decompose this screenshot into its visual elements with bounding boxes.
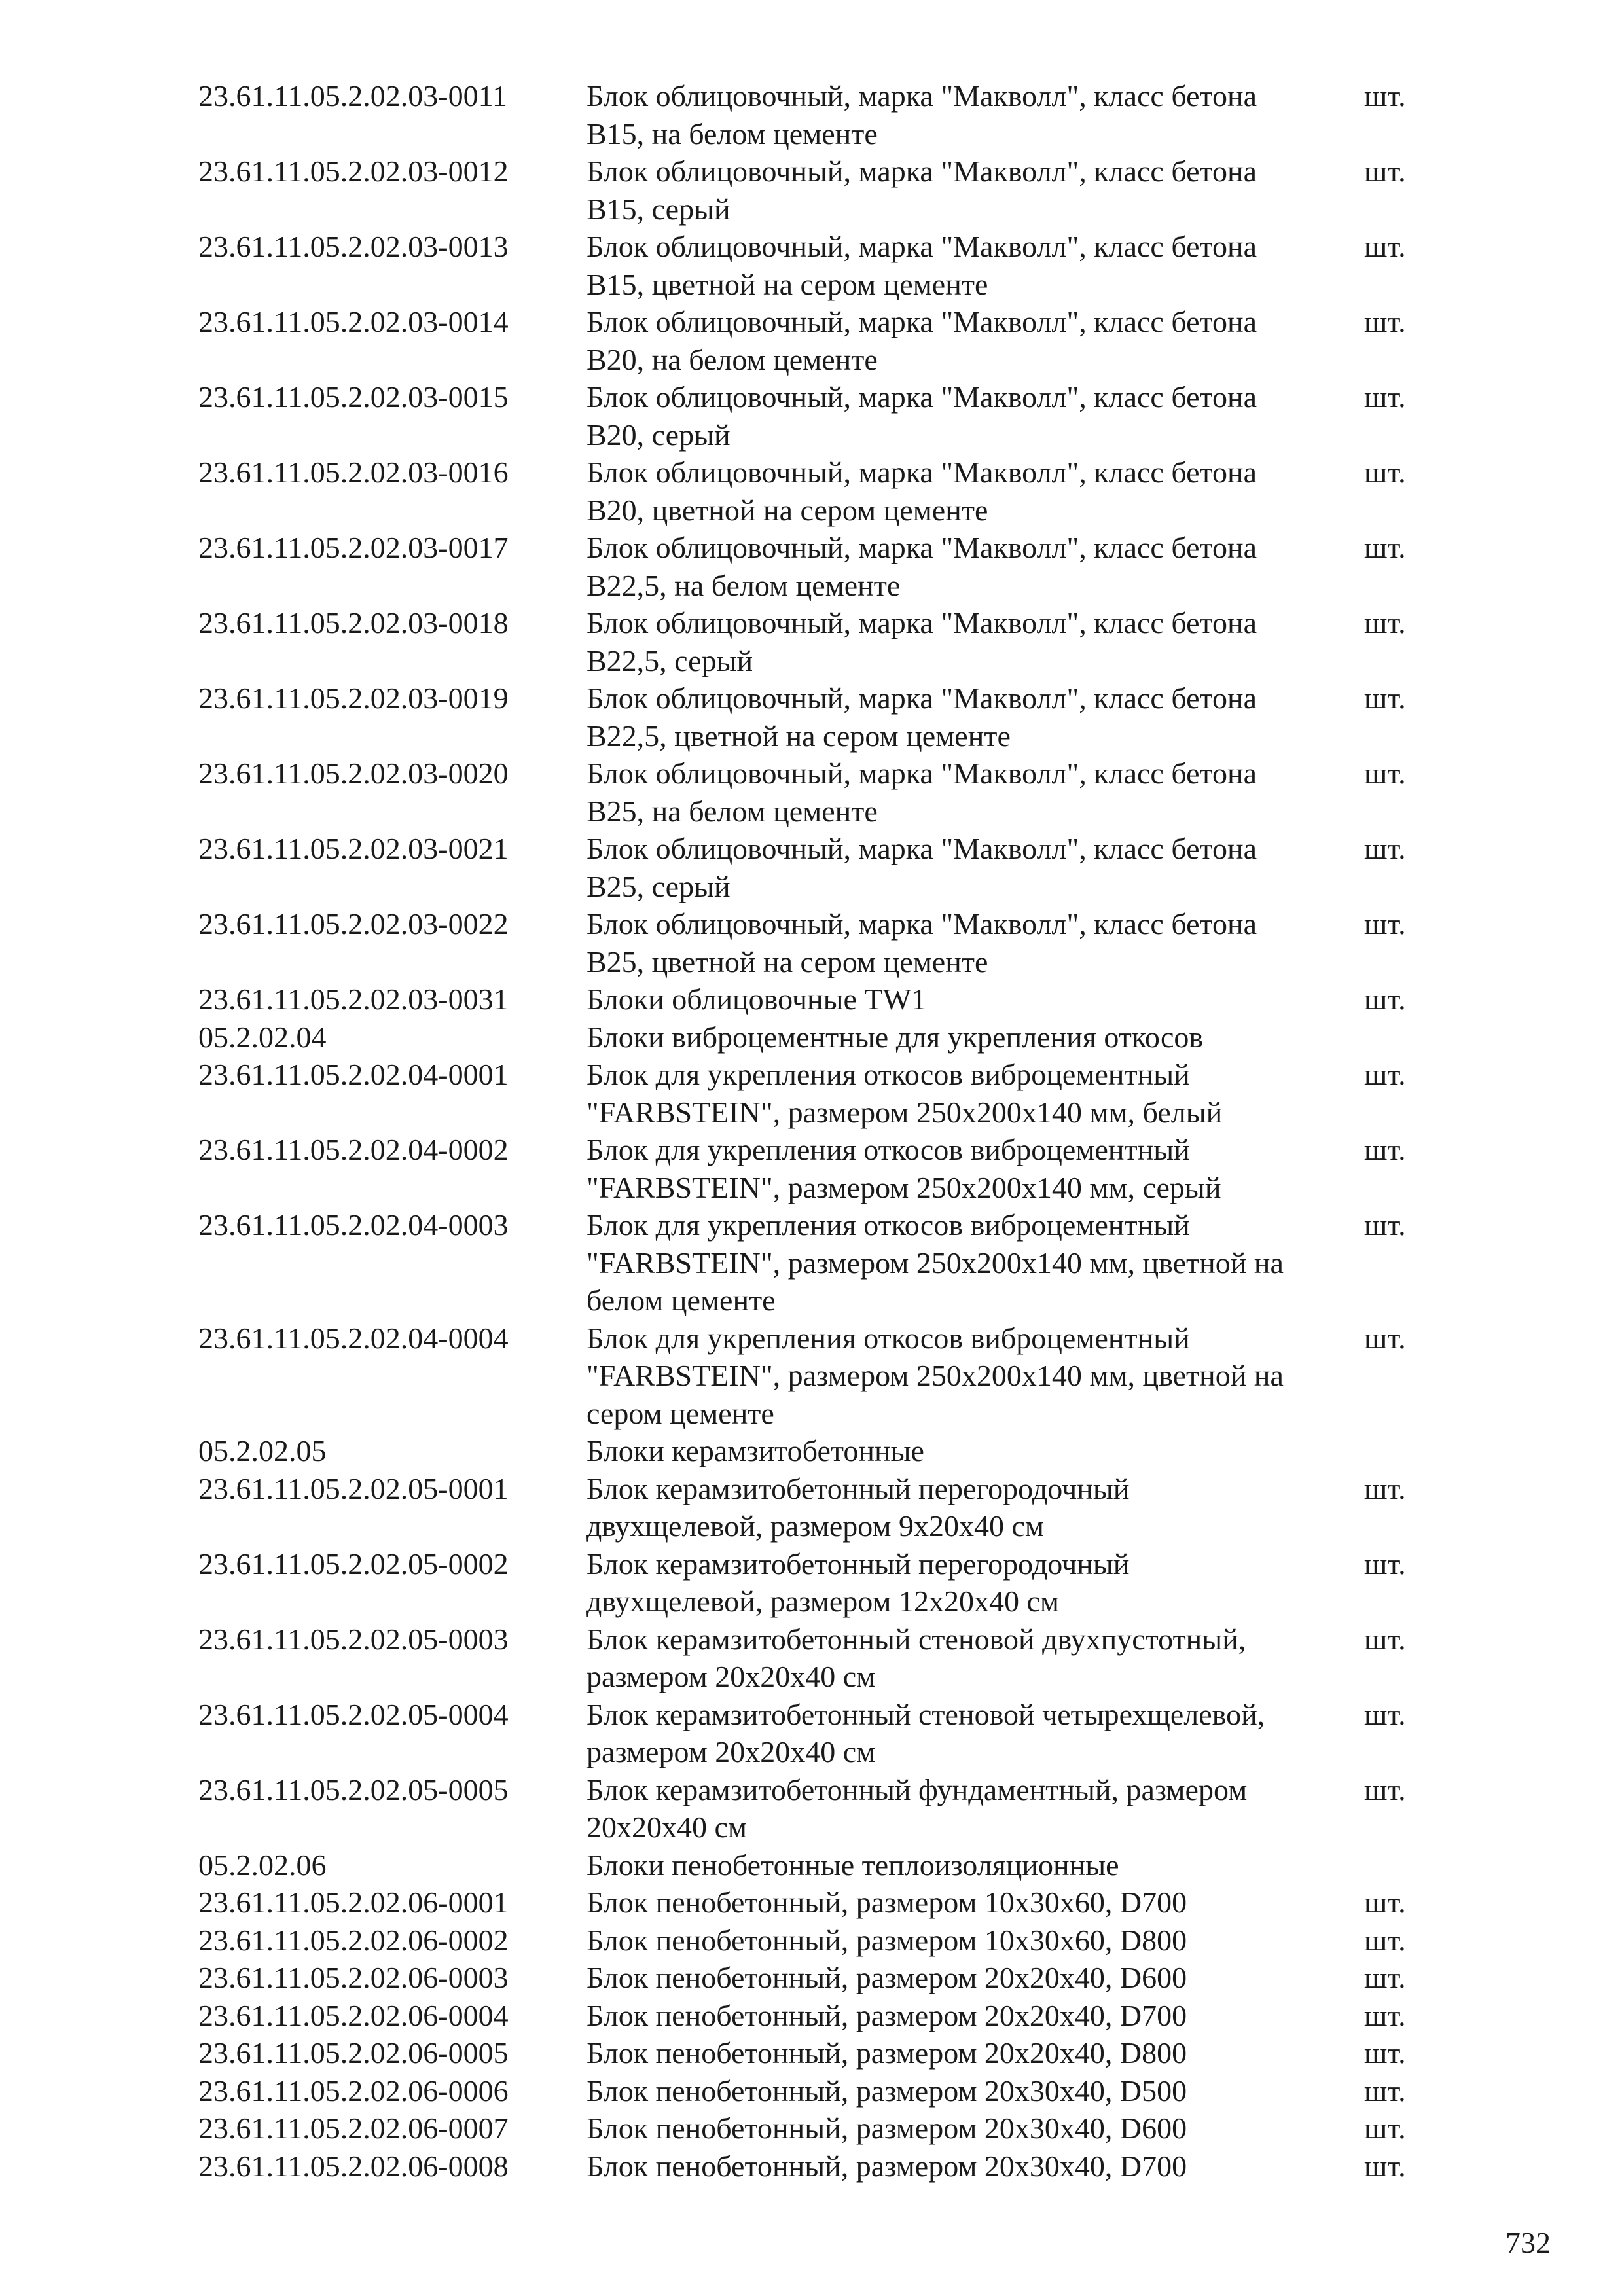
- resource-code: 23.61.11.05.2.02.03-0013: [198, 230, 509, 263]
- resource-code: 23.61.11.05.2.02.06-0002: [198, 1923, 509, 1957]
- resource-unit: шт.: [1364, 456, 1406, 489]
- resource-unit: шт.: [1364, 79, 1406, 113]
- resource-unit: шт.: [1364, 606, 1406, 639]
- resource-unit: шт.: [1364, 2149, 1406, 2183]
- resource-unit: шт.: [1364, 1133, 1406, 1166]
- resource-name: Блок облицовочный, марка "Макволл", класс бетона В25, на белом цементе: [586, 757, 1257, 828]
- table-row: [0, 1696, 1624, 1771]
- table-row: [0, 1922, 1624, 1960]
- resource-code: 23.61.11.05.2.02.03-0017: [198, 531, 509, 564]
- resource-code: 23.61.11.05.2.02.04-0004: [198, 1321, 509, 1355]
- resource-unit: шт.: [1364, 1772, 1406, 1806]
- table-row: [0, 2109, 1624, 2147]
- table-row: [0, 1997, 1624, 2035]
- resource-code: 23.61.11.05.2.02.03-0021: [198, 832, 509, 865]
- resource-name: Блок облицовочный, марка "Макволл", класс бетона В22,5, серый: [586, 606, 1257, 677]
- resource-unit: шт.: [1364, 1208, 1406, 1242]
- resource-code: 23.61.11.05.2.02.03-0020: [198, 757, 509, 790]
- table-row: [0, 830, 1624, 905]
- resource-code: 23.61.11.05.2.02.03-0019: [198, 681, 509, 715]
- table-row: [0, 1621, 1624, 1696]
- resource-name: Блок облицовочный, марка "Макволл", класс бетона В25, цветной на сером цементе: [586, 907, 1257, 978]
- resource-name: Блок пенобетонный, размером 20x20x40, D600: [586, 1961, 1187, 1994]
- resource-code: 23.61.11.05.2.02.05-0003: [198, 1622, 509, 1656]
- resource-code: 23.61.11.05.2.02.03-0022: [198, 907, 509, 941]
- resource-unit: шт.: [1364, 982, 1406, 1016]
- resource-name: Блок керамзитобетонный стеновой четырехщелевой, размером 20x20x40 см: [586, 1697, 1265, 1768]
- resource-unit: шт.: [1364, 1961, 1406, 1994]
- resource-name: Блок для укрепления откосов виброцементный "FARBSTEIN", размером 250x200x140 мм, цветной на белом цементе: [586, 1208, 1284, 1317]
- resource-code: 23.61.11.05.2.02.03-0018: [198, 606, 509, 639]
- resource-unit: шт.: [1364, 832, 1406, 865]
- resource-unit: шт.: [1364, 154, 1406, 188]
- table-row: [0, 1056, 1624, 1131]
- table-row: [0, 1771, 1624, 1846]
- resource-code: 23.61.11.05.2.02.05-0004: [198, 1697, 509, 1731]
- resource-code: 23.61.11.05.2.02.06-0007: [198, 2111, 509, 2145]
- resource-unit: шт.: [1364, 1998, 1406, 2032]
- resource-code: 23.61.11.05.2.02.03-0011: [198, 79, 507, 113]
- resource-code: 05.2.02.05: [198, 1434, 327, 1467]
- resource-code: 23.61.11.05.2.02.03-0016: [198, 456, 509, 489]
- resource-name: Блок облицовочный, марка "Макволл", класс бетона В15, цветной на сером цементе: [586, 230, 1257, 301]
- resource-unit: шт.: [1364, 531, 1406, 564]
- resource-name: Блок для укрепления откосов виброцементный "FARBSTEIN", размером 250x200x140 мм, цветной на сером цементе: [586, 1321, 1284, 1430]
- resource-unit: шт.: [1364, 1547, 1406, 1581]
- resource-name: Блок облицовочный, марка "Макволл", класс бетона В20, на белом цементе: [586, 305, 1257, 376]
- resource-name: Блок облицовочный, марка "Макволл", класс бетона В20, цветной на сером цементе: [586, 456, 1257, 527]
- resource-name: Блок пенобетонный, размером 10x30x60, D800: [586, 1923, 1187, 1957]
- resource-unit: шт.: [1364, 1697, 1406, 1731]
- table-row: [0, 1319, 1624, 1433]
- table-row: [0, 2072, 1624, 2110]
- section-heading-row: [0, 1846, 1624, 1884]
- resource-name: Блок пенобетонный, размером 20x20x40, D700: [586, 1998, 1187, 2032]
- resource-name: Блоки пенобетонные теплоизоляционные: [586, 1848, 1119, 1882]
- table-row: [0, 454, 1624, 529]
- resource-unit: шт.: [1364, 907, 1406, 941]
- resource-code: 23.61.11.05.2.02.03-0014: [198, 305, 509, 338]
- resource-code: 23.61.11.05.2.02.05-0005: [198, 1772, 509, 1806]
- table-row: [0, 604, 1624, 679]
- resource-code: 23.61.11.05.2.02.03-0012: [198, 154, 509, 188]
- table-row: [0, 529, 1624, 604]
- table-row: [0, 755, 1624, 830]
- table-row: [0, 980, 1624, 1018]
- table-row: [0, 378, 1624, 454]
- resource-name: Блок пенобетонный, размером 20x30x40, D600: [586, 2111, 1187, 2145]
- resource-unit: шт.: [1364, 230, 1406, 263]
- resource-name: Блок пенобетонный, размером 20x30x40, D500: [586, 2073, 1187, 2108]
- resource-name: Блок для укрепления откосов виброцементный "FARBSTEIN", размером 250x200x140 мм, белый: [586, 1058, 1223, 1129]
- resource-unit: шт.: [1364, 380, 1406, 414]
- resource-name: Блок облицовочный, марка "Макволл", класс бетона В22,5, цветной на сером цементе: [586, 681, 1257, 753]
- resource-code: 23.61.11.05.2.02.03-0015: [198, 380, 509, 414]
- resource-name: Блок облицовочный, марка "Макволл", класс бетона В15, серый: [586, 154, 1257, 226]
- resource-unit: шт.: [1364, 1622, 1406, 1656]
- resource-unit: шт.: [1364, 2073, 1406, 2108]
- section-heading-row: [0, 1018, 1624, 1056]
- resource-code: 05.2.02.04: [198, 1020, 327, 1054]
- resource-name: Блок облицовочный, марка "Макволл", класс бетона В15, на белом цементе: [586, 79, 1257, 151]
- resource-code: 23.61.11.05.2.02.06-0008: [198, 2149, 509, 2183]
- table-row: [0, 77, 1624, 152]
- resource-unit: шт.: [1364, 1321, 1406, 1355]
- resource-unit: шт.: [1364, 1471, 1406, 1505]
- resource-name: Блок для укрепления откосов виброцементный "FARBSTEIN", размером 250x200x140 мм, серый: [586, 1133, 1221, 1204]
- resource-code: 23.61.11.05.2.02.04-0002: [198, 1133, 509, 1166]
- resource-unit: шт.: [1364, 2111, 1406, 2145]
- resource-name: Блоки облицовочные TW1: [586, 982, 926, 1016]
- table-row: [0, 905, 1624, 980]
- resource-code: 23.61.11.05.2.02.05-0002: [198, 1547, 509, 1581]
- resource-unit: шт.: [1364, 1886, 1406, 1919]
- table-row: [0, 2034, 1624, 2072]
- resource-code: 23.61.11.05.2.02.04-0001: [198, 1058, 509, 1091]
- resource-name: Блоки керамзитобетонные: [586, 1434, 924, 1467]
- resource-code: 23.61.11.05.2.02.06-0004: [198, 1998, 509, 2032]
- table-row: [0, 1959, 1624, 1997]
- resource-name: Блок пенобетонный, размером 20x30x40, D700: [586, 2149, 1187, 2183]
- table-row: [0, 1131, 1624, 1206]
- resource-code: 23.61.11.05.2.02.03-0031: [198, 982, 509, 1016]
- table-row: [0, 228, 1624, 303]
- resource-name: Блок облицовочный, марка "Макволл", класс бетона В25, серый: [586, 832, 1257, 903]
- table-row: [0, 1470, 1624, 1545]
- resource-table: [0, 77, 1624, 2185]
- resource-code: 23.61.11.05.2.02.06-0005: [198, 2036, 509, 2070]
- table-row: [0, 1206, 1624, 1319]
- resource-unit: шт.: [1364, 2036, 1406, 2070]
- resource-code: 23.61.11.05.2.02.05-0001: [198, 1471, 509, 1505]
- table-row: [0, 1545, 1624, 1621]
- resource-name: Блоки виброцементные для укрепления откосов: [586, 1020, 1204, 1054]
- resource-name: Блок керамзитобетонный фундаментный, размером 20x20x40 см: [586, 1772, 1248, 1844]
- resource-name: Блок пенобетонный, размером 10x30x60, D700: [586, 1886, 1187, 1919]
- table-row: [0, 1884, 1624, 1922]
- page-number: 732: [1506, 2226, 1551, 2259]
- resource-code: 23.61.11.05.2.02.04-0003: [198, 1208, 509, 1242]
- table-row: [0, 303, 1624, 378]
- resource-code: 23.61.11.05.2.02.06-0001: [198, 1886, 509, 1919]
- resource-unit: шт.: [1364, 1923, 1406, 1957]
- resource-code: 23.61.11.05.2.02.06-0003: [198, 1961, 509, 1994]
- table-row: [0, 152, 1624, 228]
- resource-name: Блок облицовочный, марка "Макволл", класс бетона В22,5, на белом цементе: [586, 531, 1257, 602]
- resource-name: Блок облицовочный, марка "Макволл", класс бетона В20, серый: [586, 380, 1257, 452]
- resource-name: Блок керамзитобетонный перегородочный двухщелевой, размером 9x20x40 см: [586, 1471, 1130, 1543]
- resource-name: Блок пенобетонный, размером 20x20x40, D800: [586, 2036, 1187, 2070]
- table-row: [0, 2147, 1624, 2185]
- resource-code: 23.61.11.05.2.02.06-0006: [198, 2073, 509, 2108]
- resource-name: Блок керамзитобетонный стеновой двухпустотный, размером 20x20x40 см: [586, 1622, 1246, 1693]
- resource-code: 05.2.02.06: [198, 1848, 327, 1882]
- resource-unit: шт.: [1364, 757, 1406, 790]
- resource-unit: шт.: [1364, 1058, 1406, 1091]
- resource-unit: шт.: [1364, 681, 1406, 715]
- table-row: [0, 679, 1624, 755]
- resource-unit: шт.: [1364, 305, 1406, 338]
- section-heading-row: [0, 1432, 1624, 1470]
- resource-name: Блок керамзитобетонный перегородочный двухщелевой, размером 12x20x40 см: [586, 1547, 1130, 1618]
